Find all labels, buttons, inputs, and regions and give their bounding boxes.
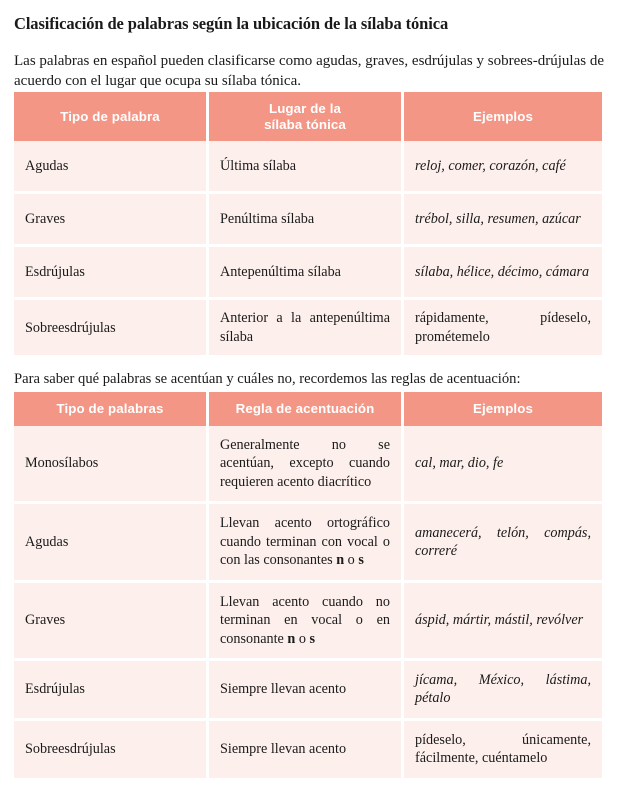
cell-word-type: Sobreesdrújulas: [14, 300, 209, 355]
cell-stress-position: Anterior a la antepenúltima sílaba: [209, 300, 404, 355]
stress-position-line-2: sílaba tónica: [264, 116, 346, 132]
classification-table-body: [14, 141, 602, 355]
table-row: [14, 300, 602, 355]
column-header-accent-rule: Regla de acentuación: [209, 392, 404, 426]
cell-examples: cal, mar, dio, fe: [404, 426, 602, 504]
cell-word-type: Monosílabos: [14, 426, 209, 504]
cell-examples: pídeselo, únicamente, fácilmente, cuéntamelo: [404, 721, 602, 778]
table-row: [14, 141, 602, 194]
column-header-word-type: Tipo de palabra: [14, 92, 209, 141]
classification-table: [14, 92, 602, 355]
conjunction-o: o: [295, 630, 310, 647]
cell-stress-position: Penúltima sílaba: [209, 194, 404, 247]
table-row: [14, 426, 602, 504]
cell-examples: reloj, comer, corazón, café: [404, 141, 602, 194]
cell-examples: amanecerá, telón, compás, correré: [404, 504, 602, 582]
stress-position-line-1: Lugar de la: [268, 101, 342, 116]
lead-paragraph: Para saber qué palabras se acentúan y cuáles no, recordemos las reglas de acentuación:: [14, 371, 521, 388]
accentuation-rules-table: [14, 392, 602, 778]
cell-word-type: Sobreesdrújulas: [14, 721, 209, 778]
table-row: [14, 583, 602, 661]
cell-examples: áspid, mártir, mástil, revólver: [404, 583, 602, 661]
table-row: [14, 721, 602, 778]
cell-accent-rule: [209, 504, 404, 582]
cell-word-type: Esdrújulas: [14, 247, 209, 300]
consonant-n: n: [287, 630, 296, 647]
accent-rule-text: Llevan acento ortográfico cuando terminan con vocal o con las consonantes: [220, 515, 390, 569]
conjunction-o: o: [344, 552, 359, 569]
cell-accent-rule: Generalmente no se acentúan, excepto cuando requieren acento diacrítico: [209, 426, 404, 504]
column-header-stress-position: [209, 92, 404, 141]
cell-accent-rule: Siempre llevan acento: [209, 721, 404, 778]
accent-rule-text: Llevan acento cuando no terminan en vocal o en consonante: [220, 593, 390, 647]
table-header-row: [14, 392, 602, 426]
accentuation-rules-table-body: [14, 426, 602, 778]
table-row: [14, 504, 602, 582]
cell-word-type: Esdrújulas: [14, 661, 209, 721]
consonant-s: s: [358, 552, 364, 569]
cell-examples: sílaba, hélice, décimo, cámara: [404, 247, 602, 300]
column-header-examples: Ejemplos: [404, 392, 602, 426]
consonant-s: s: [309, 630, 315, 647]
page-title: Clasificación de palabras según la ubicación de la sílaba tónica: [14, 14, 449, 33]
cell-accent-rule: [209, 583, 404, 661]
column-header-examples: Ejemplos: [404, 92, 602, 141]
intro-paragraph: Las palabras en español pueden clasificarse como agudas, graves, esdrújulas y sobrees-drújulas de acuerdo con el lugar que ocupa su sílaba tónica.: [14, 52, 604, 90]
cell-examples: trébol, silla, resumen, azúcar: [404, 194, 602, 247]
cell-accent-rule: Siempre llevan acento: [209, 661, 404, 721]
table-row: [14, 661, 602, 721]
table-row: [14, 194, 602, 247]
consonant-n: n: [336, 552, 345, 569]
cell-examples: rápidamente, pídeselo, prométemelo: [404, 300, 602, 355]
column-header-word-type: Tipo de palabras: [14, 392, 209, 426]
cell-word-type: Agudas: [14, 504, 209, 582]
cell-stress-position: Última sílaba: [209, 141, 404, 194]
cell-examples: jícama, México, lástima, pétalo: [404, 661, 602, 721]
cell-stress-position: Antepenúltima sílaba: [209, 247, 404, 300]
cell-word-type: Agudas: [14, 141, 209, 194]
cell-word-type: Graves: [14, 194, 209, 247]
cell-word-type: Graves: [14, 583, 209, 661]
table-header-row: [14, 92, 602, 141]
table-row: [14, 247, 602, 300]
